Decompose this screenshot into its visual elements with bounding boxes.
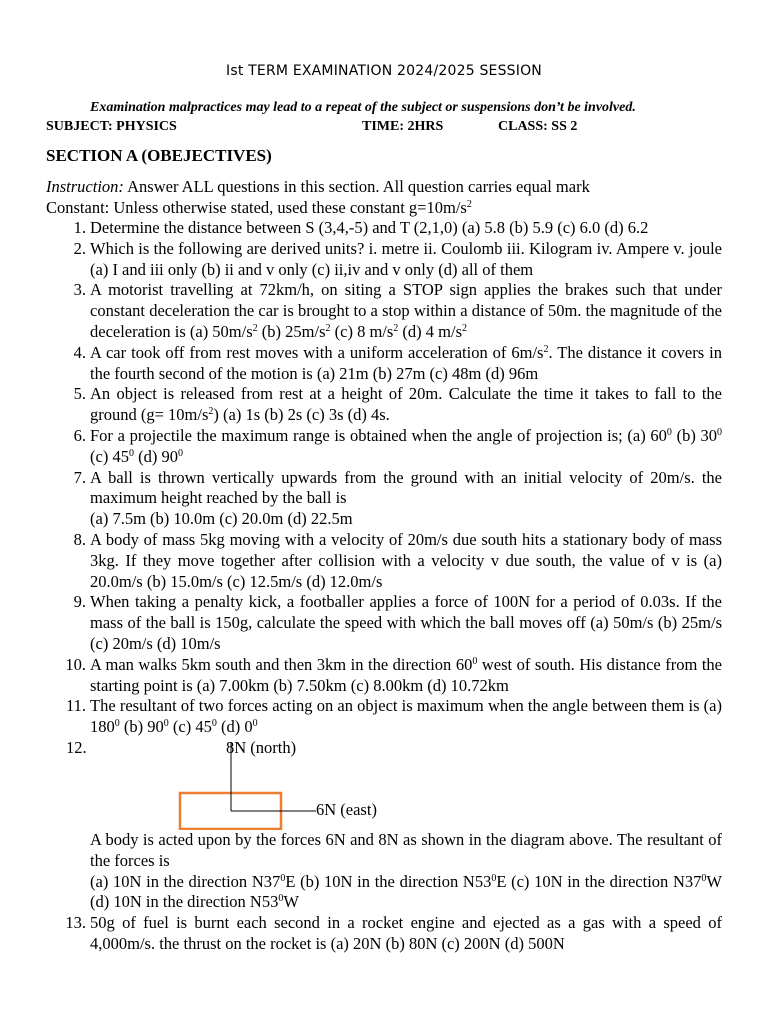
question-number: 6. [73,425,86,445]
question-13 [46,913,722,955]
question-text: A man walks 5km south and then 3km in the direction $60^0$ west of south. His distance from the starting point is (a) 7.00km (b) 7.50km (c) 8.00km (d) 10.72km [90,654,722,695]
question-text: 50g of fuel is burnt each second in a rocket engine and ejected as a gas with a speed of 4,000m/s. the thrust on the rocket is (a) 20N (b) 80N (c) 200N (d) 500N [90,913,722,953]
question-number: 9. [73,592,86,612]
question-number: 10. [65,654,86,674]
question-number: 7. [73,467,86,487]
question-number: 12. [66,737,87,757]
instruction-text: Answer ALL questions in this section. All question carries equal mark [123,177,590,196]
question-8 [46,530,722,592]
question-4 [46,343,722,385]
question-7 [46,468,722,530]
question-number: 4. [73,342,86,362]
question-10 [46,655,722,697]
question-number: 1. [73,218,86,237]
question-options: (a) 10N in the direction $N37^0E$ (b) 10N in the direction $N53^0E$ (c) 10N in the direction $N37^0W$ (d) 10N in the direction $N53^0W$ [90,871,722,912]
question-number: 5. [73,384,86,404]
subject-label: SUBJECT: PHYSICS [46,119,177,134]
constant-sup: 2 [466,199,472,210]
question-text: When taking a penalty kick, a footballer applies a force of 100N for a period of 0.03s. If the mass of the ball is 150g, calculate the speed with which the ball moves off (a) 50m/s (b) 25m/s (c) 20m/s (d) 10m/s [90,592,722,653]
question-text: Determine the distance between S (3,4,-5) and T (2,1,0) (a) 5.8 (b) 5.9 (c) 6.0 (d) 6.2 [90,218,649,237]
question-6 [46,426,722,468]
question-number: 11. [65,696,86,716]
section-title: SECTION A (OBEJECTIVES) [46,146,272,165]
constant-line [46,198,472,218]
question-stem: A body is acted upon by the forces 6N and 8N as shown in the diagram above. The resultant of the forces is [90,829,722,870]
east-force-label: 6N (east) [316,799,377,819]
class-label: CLASS: SS 2 [498,119,578,134]
question-text [90,468,722,530]
question-text: A motorist travelling at 72km/h, on siting a STOP sign applies the brakes such that under constant deceleration the car is brought to a stop within a distance of 50m. the magnitude of the deceleration is (a) $50m/s^2$ (b) $25m/s^2$ (c) 8 $m/s^2$ (d) 4 $m/s^2$ [90,280,722,341]
question-12-text [46,830,722,913]
constant-text: Constant: Unless otherwise stated, used these constant g=10m/s [46,198,467,217]
instruction-line [46,177,590,197]
question-text: Which is the following are derived units? i. metre ii. Coulomb iii. Kilogram iv. Ampere v. joule (a) I and iii only (b) ii and v only (c) ii,iv and v only (d) all of them [90,238,722,279]
north-force-label: 8N (north) [226,737,297,757]
exam-title: Ist TERM EXAMINATION 2024/2025 SESSION [226,63,542,79]
question-12-diagram [46,738,722,830]
question-stem: A ball is thrown vertically upwards from the ground with an initial velocity of 20m/s. the maximum height reached by the ball is [90,467,722,508]
question-9 [46,592,722,654]
question-5 [46,384,722,426]
question-number: 2. [73,238,86,258]
question-1 [46,218,722,239]
question-number: 8. [73,529,86,549]
question-text: For a projectile the maximum range is obtained when the angle of projection is; (a) $60^0$ (b) $30^0$ (c) $45^0$ (d) $90^0$ [90,425,722,466]
question-number: 3. [73,280,86,300]
time-label: TIME: 2HRS [362,119,444,134]
question-text: An object is released from rest at a height of 20m. Calculate the time it takes to fall to the ground $(g= 10m/s^2)$ (a) 1s (b) 2s (c) 3s (d) 4s. [90,384,722,425]
question-3 [46,280,722,342]
questions-list [46,218,722,955]
question-text: A car took off from rest moves with a uniform acceleration of $6m/s^2$. The distance it covers in the fourth second of the motion is (a) 21m (b) 27m (c) 48m (d) 96m [90,342,722,383]
question-11 [46,696,722,738]
question-text: A body of mass 5kg moving with a velocity of 20m/s due south hits a stationary body of mass 3kg. If they move together after collision with a velocity v due south, the value of v is (a) 20.0m/s (b) 15.0m/s (c) 12.5m/s (d) 12.0m/s [90,529,722,591]
question-number: 13. [65,913,86,933]
instruction-label: Instruction: [46,177,124,196]
malpractice-warning: Examination malpractices may lead to a repeat of the subject or suspensions don’t be involved. [90,100,636,115]
question-2 [46,239,722,281]
question-text: The resultant of two forces acting on an object is maximum when the angle between them is (a) $180^0$ (b) $90^0$ (c) $45^0$ (d) $0^0$ [90,696,722,737]
question-options: (a) 7.5m (b) 10.0m (c) 20.0m (d) 22.5m [90,509,353,529]
force-diagram [46,738,722,830]
